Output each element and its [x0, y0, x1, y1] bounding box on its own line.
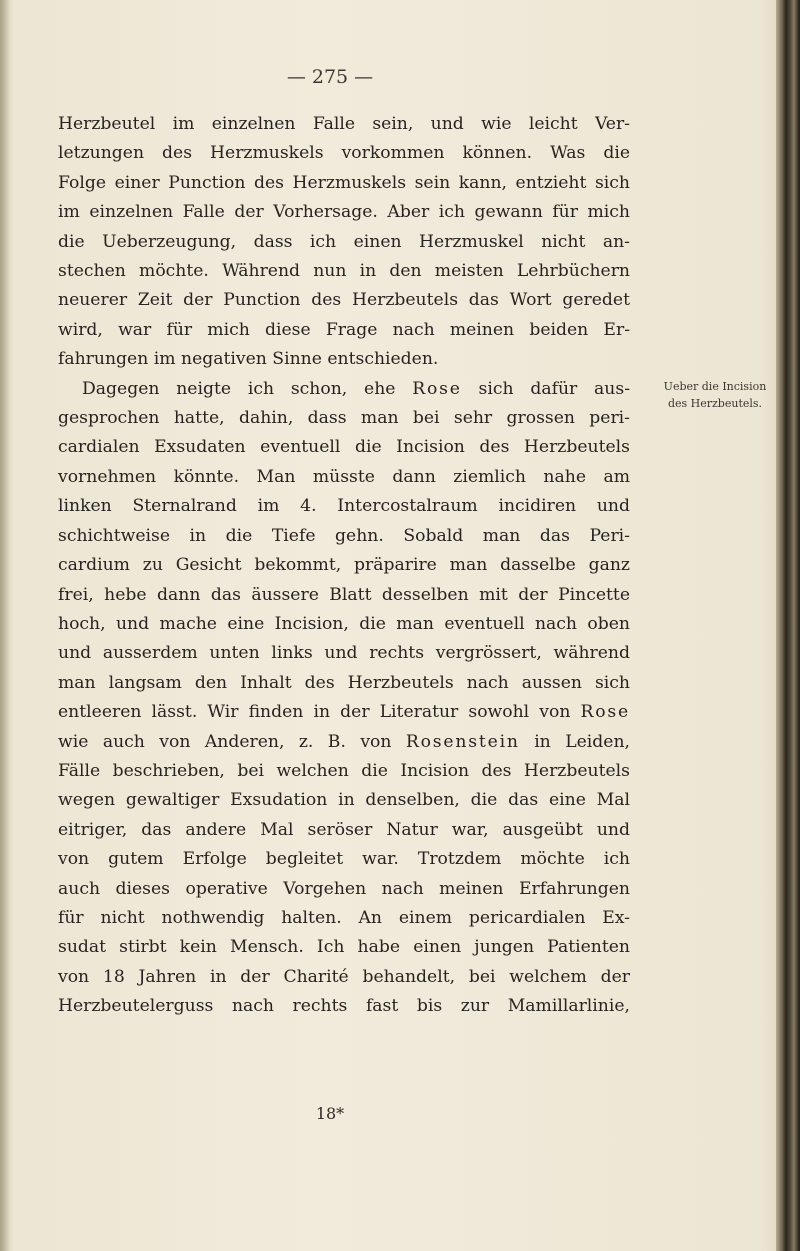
- page-gutter-shadow: [0, 0, 10, 1251]
- text-line: hoch, und mache eine Incision, die man eventuell nach oben: [58, 613, 630, 634]
- text-line: vornehmen könnte. Man müsste dann ziemlich nahe am: [58, 466, 630, 487]
- page-number: — 275 —: [286, 66, 374, 88]
- text-line: wird, war für mich diese Frage nach meinen beiden Er-: [58, 319, 630, 340]
- text-line: Herzbeutel im einzelnen Falle sein, und wie leicht Ver-: [58, 114, 630, 134]
- text-line: die Ueberzeugung, dass ich einen Herzmuskel nicht an-: [58, 231, 630, 252]
- text-line: gesprochen hatte, dahin, dass man bei sehr grossen peri-: [58, 408, 630, 429]
- text-line: frei, hebe dann das äussere Blatt desselben mit der Pincette: [58, 584, 630, 605]
- text-fragment: in Leiden,: [519, 731, 630, 752]
- text-line: cardialen Exsudaten eventuell die Incision des Herzbeutels: [58, 437, 630, 458]
- text-line: fahrungen im negativen Sinne entschieden.: [58, 349, 439, 370]
- margin-note-line: Ueber die Incision: [663, 380, 767, 393]
- text-line: Fälle beschrieben, bei welchen die Incision des Herzbeutels: [58, 760, 630, 781]
- text-line: eitriger, das andere Mal seröser Natur war, ausgeübt und: [58, 819, 630, 840]
- page-right-edge: [776, 0, 800, 1251]
- text-line: Folge einer Punction des Herzmuskels sein kann, entzieht sich: [58, 172, 630, 193]
- author-name: Rosenstein: [405, 731, 520, 752]
- text-fragment: wie auch von Anderen, z. B. von: [58, 731, 406, 752]
- text-line: linken Sternalrand im 4. Intercostalraum incidiren und: [58, 496, 630, 517]
- text-line: cardium zu Gesicht bekommt, präparire man dasselbe ganz: [58, 555, 630, 576]
- text-line: auch dieses operative Vorgehen nach meinen Erfahrungen: [58, 878, 630, 899]
- text-line: von 18 Jahren in der Charité behandelt, bei welchem der: [58, 966, 630, 987]
- author-name: Rose: [580, 702, 630, 723]
- text-fragment: Dagegen neigte ich schon, ehe: [82, 378, 413, 399]
- text-line: Herzbeutelerguss nach rechts fast bis zur Mamillarlinie,: [58, 996, 630, 1017]
- margin-note-line: des Herzbeutels.: [667, 397, 763, 410]
- text-line: von gutem Erfolge begleitet war. Trotzdem möchte ich: [58, 849, 630, 870]
- text-line: sudat stirbt kein Mensch. Ich habe einen jungen Patienten: [58, 937, 630, 958]
- text-fragment: entleeren lässt. Wir finden in der Literatur sowohl von: [58, 702, 581, 723]
- text-line: schichtweise in die Tiefe gehn. Sobald man das Peri-: [58, 525, 630, 546]
- text-line: [58, 698, 630, 727]
- text-line: und ausserdem unten links und rechts vergrössert, während: [58, 643, 630, 664]
- text-line: für nicht nothwendig halten. An einem pericardialen Ex-: [58, 907, 630, 928]
- text-fragment: sich dafür aus-: [461, 378, 630, 399]
- text-line: stechen möchte. Während nun in den meisten Lehrbüchern: [58, 261, 630, 282]
- author-name: Rose: [412, 378, 462, 399]
- text-line: letzungen des Herzmuskels vorkommen können. Was die: [58, 143, 630, 164]
- body-text: [58, 110, 630, 1022]
- text-line: [58, 375, 630, 404]
- text-line: [58, 728, 630, 757]
- signature-mark: 18*: [315, 1104, 345, 1123]
- text-line: wegen gewaltiger Exsudation in denselben, die das eine Mal: [58, 790, 630, 811]
- text-line: neuerer Zeit der Punction des Herzbeutels das Wort geredet: [58, 290, 630, 311]
- text-line: man langsam den Inhalt des Herzbeutels nach aussen sich: [58, 672, 630, 693]
- margin-note: [652, 378, 778, 412]
- text-line: im einzelnen Falle der Vorhersage. Aber ich gewann für mich: [58, 202, 630, 223]
